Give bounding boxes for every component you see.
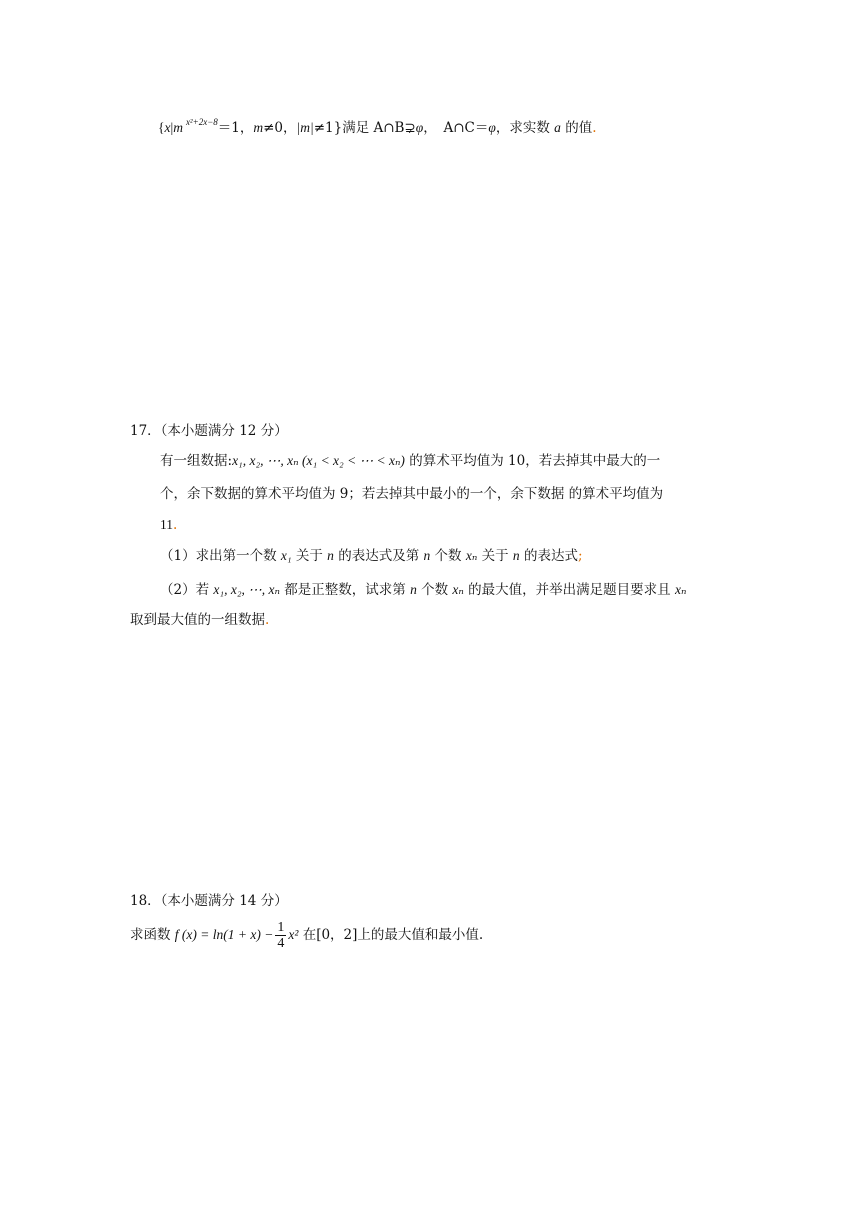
q17-part-2-cont <box>130 610 269 630</box>
p1-n: n <box>327 548 334 563</box>
exponent: x²+2x−8 <box>185 117 218 127</box>
var-a: a <box>554 120 561 135</box>
frac-numerator: 1 <box>277 920 285 935</box>
var-m-2: m <box>253 120 264 135</box>
period-mark: . <box>173 517 178 533</box>
p1-end: 的表达式 <box>519 548 578 564</box>
q17-eleven: 11 <box>160 517 173 532</box>
value-text: 的值 <box>560 120 593 136</box>
p2-xn2: xₙ <box>674 582 687 597</box>
q17-part-1 <box>160 546 583 566</box>
p1-n2: n <box>423 548 431 563</box>
p2-mid2: 个数 <box>416 582 453 598</box>
q18-pre: 求函数 <box>130 927 175 943</box>
q17-line1-post: 的算术平均值为 10，若去掉其中最大的一 <box>404 453 661 469</box>
frac-denominator: 4 <box>277 936 285 951</box>
semicolon-mark: ; <box>577 548 583 564</box>
q18-x-squared: x² <box>288 927 299 942</box>
p2-xn: xₙ <box>452 582 464 597</box>
p1-pre: （1）求出第一个数 <box>160 548 281 564</box>
empty-set-2: φ <box>488 120 496 135</box>
period-mark: . <box>265 612 270 628</box>
var-m: m <box>173 120 183 135</box>
q18-header: 18．（本小题满分 14 分） <box>130 893 288 909</box>
q18-function: f (x) = ln(1 + x) − <box>174 927 274 942</box>
p2-n: n <box>410 582 417 597</box>
q17-line-1 <box>160 451 660 471</box>
brace-open: { <box>158 120 165 135</box>
intersection-c: ， A∩C＝ <box>423 120 489 136</box>
q17-line1-pre: 有一组数据: <box>160 453 233 469</box>
p2-mid: 都是正整数，试求第 <box>279 582 411 598</box>
q17-header: 17．（本小题满分 12 分） <box>130 423 288 439</box>
q17-sequence: x₁, x₂, ⋯, xₙ (x₁ < x₂ < ⋯ < xₙ) <box>232 453 405 468</box>
set-bar: | <box>170 120 174 135</box>
q17-line-3 <box>160 515 177 535</box>
neq-zero: ≠0， <box>263 120 297 136</box>
q16-condition-line <box>158 118 597 138</box>
supsetneq-symbol: ⊋ <box>404 120 416 136</box>
p1-mid: 关于 <box>291 548 328 564</box>
empty-set-1: φ <box>415 120 424 135</box>
p1-mid4: 关于 <box>477 548 513 564</box>
fraction-quarter <box>275 920 286 951</box>
q18-statement <box>130 918 483 952</box>
eq-one: ＝1， <box>217 120 254 136</box>
q17-line-2: 个，余下数据的算术平均值为 9；若去掉其中最小的一个，余下数据 的算术平均值为 <box>160 486 664 502</box>
q18-post: 在[0，2]上的最大值和最小值. <box>298 927 484 943</box>
neq-one-condition: ≠1}满足 A∩B <box>313 120 405 136</box>
q17-part-2 <box>160 580 686 600</box>
p2-pre: （2）若 <box>160 582 214 598</box>
p2-seq: x₁, x₂, ⋯, xₙ <box>213 582 280 597</box>
p2-end: 的最大值，并举出满足题目要求且 <box>463 582 675 598</box>
p1-x1: x₁ <box>280 548 292 563</box>
var-x: x <box>164 120 171 135</box>
p1-xn: xₙ <box>465 548 478 563</box>
period-mark: . <box>592 120 597 136</box>
p1-mid3: 个数 <box>430 548 466 564</box>
p2-line2: 取到最大值的一组数据 <box>130 612 265 628</box>
ask-text: ，求实数 <box>495 120 555 136</box>
abs-m: |m| <box>296 120 314 135</box>
p1-mid2: 的表达式及第 <box>333 548 424 564</box>
p1-n3: n <box>512 548 520 563</box>
